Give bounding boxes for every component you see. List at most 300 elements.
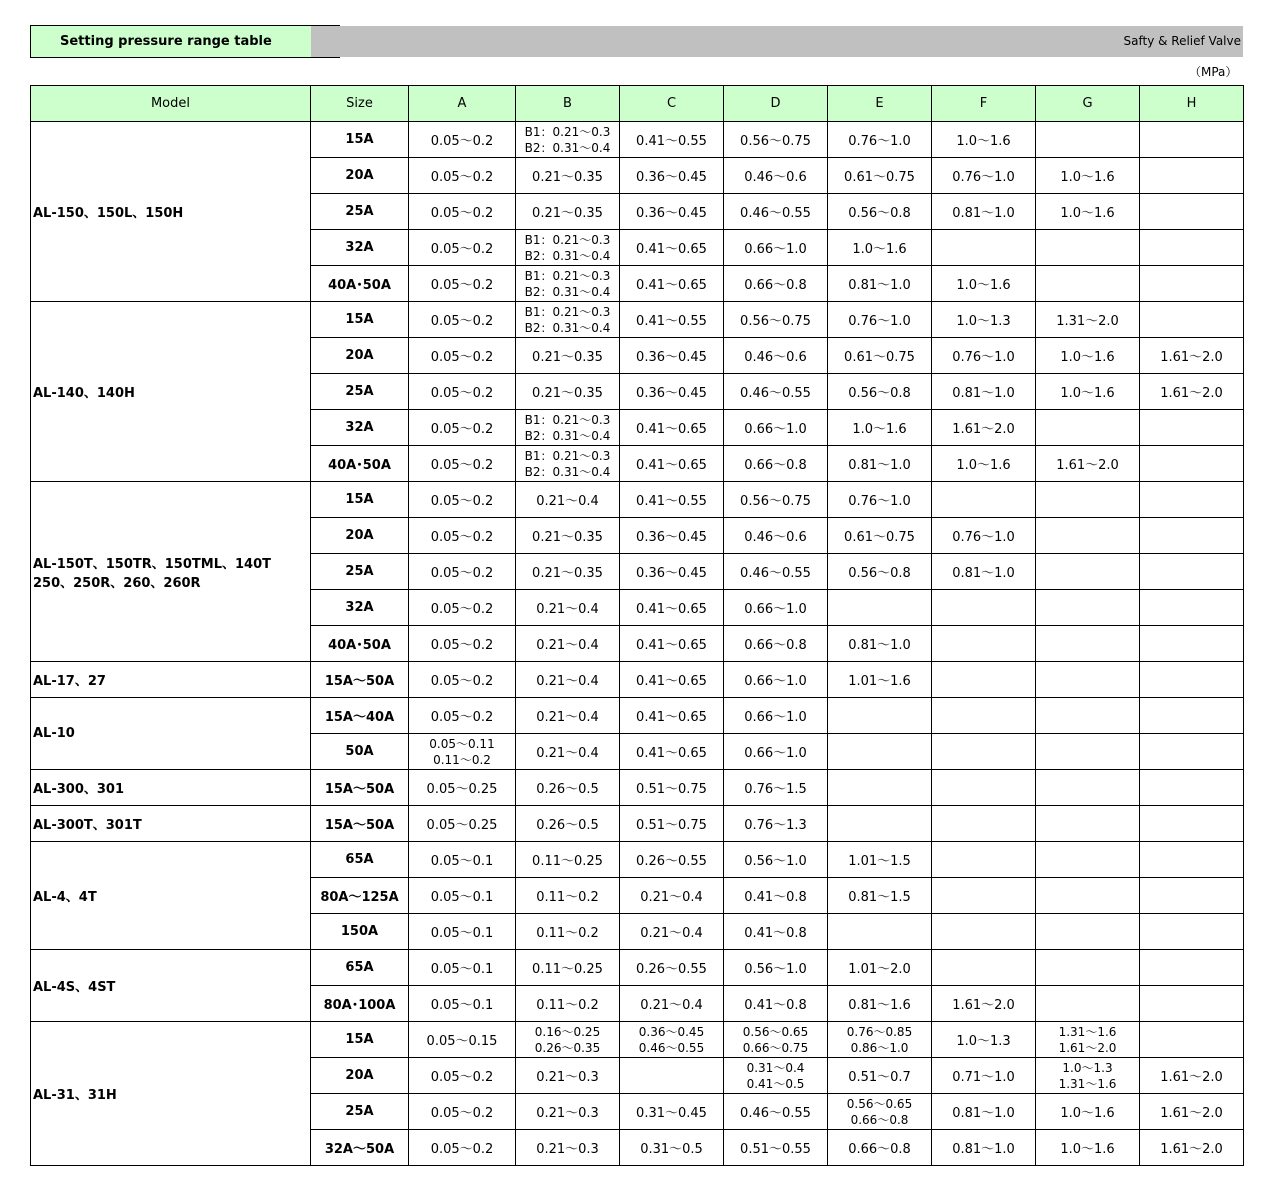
model-line: AL-150T、150TR、150TML、140T bbox=[33, 556, 271, 572]
range-cell-b: 0.26～0.5 bbox=[516, 806, 620, 842]
range-cell-c: 0.41～0.65 bbox=[620, 266, 724, 302]
range-cell-c: 0.41～0.65 bbox=[620, 410, 724, 446]
range-cell-b: 0.21～0.3 bbox=[516, 1094, 620, 1130]
range-cell-e: 0.76～1.0 bbox=[828, 122, 932, 158]
size-cell: 80A･100A bbox=[311, 986, 409, 1022]
range-cell-e: 0.81～1.5 bbox=[828, 878, 932, 914]
range-cell-h bbox=[1140, 230, 1244, 266]
range-cell-f: 1.0～1.6 bbox=[932, 122, 1036, 158]
model-line: AL-4、4T bbox=[33, 890, 97, 905]
range-cell-d: 0.41～0.8 bbox=[724, 986, 828, 1022]
range-cell-g bbox=[1036, 914, 1140, 950]
range-cell-c: 0.41～0.55 bbox=[620, 122, 724, 158]
range-cell-d: 0.41～0.8 bbox=[724, 878, 828, 914]
range-cell-b: 0.26～0.5 bbox=[516, 770, 620, 806]
range-cell-e: 1.0～1.6 bbox=[828, 230, 932, 266]
size-cell: 150A bbox=[311, 914, 409, 950]
range-cell-e: 0.81～1.0 bbox=[828, 266, 932, 302]
range-cell-h bbox=[1140, 266, 1244, 302]
range-cell-h bbox=[1140, 950, 1244, 986]
range-cell-g bbox=[1036, 554, 1140, 590]
range-cell-a: 0.05～0.2 bbox=[409, 194, 516, 230]
model-line: AL-17、27 bbox=[33, 674, 106, 689]
range-cell-a: 0.05～0.2 bbox=[409, 266, 516, 302]
size-cell: 20A bbox=[311, 518, 409, 554]
column-header-size: Size bbox=[311, 86, 409, 122]
model-cell bbox=[31, 698, 311, 770]
range-cell-e: 0.81～1.6 bbox=[828, 986, 932, 1022]
range-cell-f: 1.61～2.0 bbox=[932, 986, 1036, 1022]
range-cell-h bbox=[1140, 770, 1244, 806]
range-cell-f: 0.76～1.0 bbox=[932, 518, 1036, 554]
range-cell-h bbox=[1140, 518, 1244, 554]
header-row bbox=[31, 86, 1244, 122]
range-cell-f bbox=[932, 734, 1036, 770]
range-cell-f bbox=[932, 878, 1036, 914]
range-cell-e: 0.61～0.75 bbox=[828, 518, 932, 554]
size-cell: 32A～50A bbox=[311, 1130, 409, 1166]
range-cell-b: 0.11～0.2 bbox=[516, 914, 620, 950]
range-cell-f bbox=[932, 482, 1036, 518]
range-cell-b: 0.11～0.2 bbox=[516, 878, 620, 914]
range-cell-d bbox=[724, 1022, 828, 1058]
table-row bbox=[31, 122, 1244, 158]
range-cell-c: 0.21～0.4 bbox=[620, 878, 724, 914]
table-row bbox=[31, 482, 1244, 518]
range-cell-c: 0.41～0.65 bbox=[620, 590, 724, 626]
cell-line: B1：0.21～0.3 bbox=[524, 448, 611, 463]
size-cell: 15A～50A bbox=[311, 770, 409, 806]
cell-line: 0.66～0.8 bbox=[850, 1112, 909, 1127]
range-cell-c: 0.31～0.45 bbox=[620, 1094, 724, 1130]
table-row bbox=[31, 302, 1244, 338]
table-row bbox=[31, 770, 1244, 806]
cell-line: 0.36～0.45 bbox=[638, 1024, 705, 1039]
model-cell bbox=[31, 806, 311, 842]
model-cell bbox=[31, 1022, 311, 1166]
range-cell-e bbox=[828, 734, 932, 770]
range-cell-g bbox=[1036, 122, 1140, 158]
size-cell: 65A bbox=[311, 842, 409, 878]
model-cell bbox=[31, 770, 311, 806]
title-bar bbox=[30, 25, 1243, 58]
range-cell-h bbox=[1140, 842, 1244, 878]
size-cell: 15A bbox=[311, 302, 409, 338]
cell-line: 1.0～1.3 bbox=[1062, 1060, 1113, 1075]
cell-line: 1.31～1.6 bbox=[1058, 1024, 1117, 1039]
range-cell-h bbox=[1140, 986, 1244, 1022]
range-cell-g bbox=[1036, 662, 1140, 698]
cell-line: 0.05～0.11 bbox=[429, 736, 495, 751]
range-cell-c: 0.26～0.55 bbox=[620, 950, 724, 986]
model-line: AL-31、31H bbox=[33, 1088, 117, 1103]
range-cell-g: 1.0～1.6 bbox=[1036, 1130, 1140, 1166]
range-cell-h bbox=[1140, 626, 1244, 662]
range-cell-e bbox=[828, 806, 932, 842]
cell-line: 0.41～0.5 bbox=[746, 1076, 805, 1091]
range-cell-d: 0.51～0.55 bbox=[724, 1130, 828, 1166]
column-header-g: G bbox=[1036, 86, 1140, 122]
range-cell-h: 1.61～2.0 bbox=[1140, 1130, 1244, 1166]
range-cell-c: 0.36～0.45 bbox=[620, 518, 724, 554]
range-cell-c: 0.31～0.5 bbox=[620, 1130, 724, 1166]
range-cell-d: 0.41～0.8 bbox=[724, 914, 828, 950]
table-body bbox=[31, 122, 1244, 1166]
range-cell-b: 0.21～0.4 bbox=[516, 662, 620, 698]
range-cell-g: 1.31～2.0 bbox=[1036, 302, 1140, 338]
range-cell-a: 0.05～0.2 bbox=[409, 302, 516, 338]
size-cell: 40A･50A bbox=[311, 626, 409, 662]
range-cell-a: 0.05～0.2 bbox=[409, 1058, 516, 1094]
range-cell-f: 0.76～1.0 bbox=[932, 338, 1036, 374]
range-cell-b: 0.21～0.4 bbox=[516, 482, 620, 518]
range-cell-d: 0.56～0.75 bbox=[724, 302, 828, 338]
range-cell-a: 0.05～0.1 bbox=[409, 986, 516, 1022]
range-cell-c: 0.51～0.75 bbox=[620, 806, 724, 842]
range-cell-c: 0.41～0.65 bbox=[620, 698, 724, 734]
range-cell-g: 1.0～1.6 bbox=[1036, 194, 1140, 230]
range-cell-h: 1.61～2.0 bbox=[1140, 1094, 1244, 1130]
range-cell-f: 1.61～2.0 bbox=[932, 410, 1036, 446]
range-cell-d: 0.66～0.8 bbox=[724, 446, 828, 482]
range-cell-f bbox=[932, 698, 1036, 734]
range-cell-f: 0.81～1.0 bbox=[932, 194, 1036, 230]
range-cell-b: 0.11～0.25 bbox=[516, 950, 620, 986]
size-cell: 32A bbox=[311, 590, 409, 626]
range-cell-g bbox=[1036, 266, 1140, 302]
range-cell-h bbox=[1140, 194, 1244, 230]
range-cell-d: 0.66～0.8 bbox=[724, 626, 828, 662]
size-cell: 25A bbox=[311, 374, 409, 410]
range-cell-h bbox=[1140, 158, 1244, 194]
range-cell-d: 0.56～1.0 bbox=[724, 950, 828, 986]
range-cell-d: 0.46～0.55 bbox=[724, 374, 828, 410]
range-cell-a: 0.05～0.2 bbox=[409, 1130, 516, 1166]
model-line: AL-150、150L、150H bbox=[33, 206, 184, 221]
range-cell-d: 0.66～1.0 bbox=[724, 698, 828, 734]
range-cell-d: 0.56～0.75 bbox=[724, 482, 828, 518]
range-cell-f bbox=[932, 626, 1036, 662]
table-row bbox=[31, 662, 1244, 698]
range-cell-g bbox=[1036, 806, 1140, 842]
cell-line: B1：0.21～0.3 bbox=[524, 304, 611, 319]
range-cell-b: 0.21～0.4 bbox=[516, 626, 620, 662]
range-cell-a: 0.05～0.2 bbox=[409, 590, 516, 626]
range-cell-g bbox=[1036, 1058, 1140, 1094]
range-cell-e: 1.01～2.0 bbox=[828, 950, 932, 986]
range-cell-c: 0.36～0.45 bbox=[620, 554, 724, 590]
model-cell bbox=[31, 302, 311, 482]
range-cell-e: 0.81～1.0 bbox=[828, 626, 932, 662]
range-cell-a: 0.05～0.2 bbox=[409, 446, 516, 482]
range-cell-h bbox=[1140, 302, 1244, 338]
size-cell: 50A bbox=[311, 734, 409, 770]
range-cell-e: 0.76～1.0 bbox=[828, 482, 932, 518]
range-cell-g bbox=[1036, 878, 1140, 914]
range-cell-e: 0.81～1.0 bbox=[828, 446, 932, 482]
range-cell-d: 0.56～0.75 bbox=[724, 122, 828, 158]
cell-line: 0.26～0.35 bbox=[534, 1040, 601, 1055]
range-cell-a: 0.05～0.2 bbox=[409, 338, 516, 374]
range-cell-f bbox=[932, 770, 1036, 806]
range-cell-d: 0.76～1.3 bbox=[724, 806, 828, 842]
range-cell-f bbox=[932, 590, 1036, 626]
range-cell-d: 0.66～1.0 bbox=[724, 734, 828, 770]
range-cell-f: 1.0～1.3 bbox=[932, 1022, 1036, 1058]
range-cell-d: 0.66～1.0 bbox=[724, 230, 828, 266]
cell-line: B2：0.31～0.4 bbox=[524, 140, 611, 155]
range-cell-b: 0.21～0.35 bbox=[516, 554, 620, 590]
range-cell-f bbox=[932, 806, 1036, 842]
range-cell-b: 0.21～0.35 bbox=[516, 338, 620, 374]
cell-line: B2：0.31～0.4 bbox=[524, 248, 611, 263]
model-cell bbox=[31, 482, 311, 662]
range-cell-b: 0.11～0.2 bbox=[516, 986, 620, 1022]
range-cell-d: 0.46～0.6 bbox=[724, 518, 828, 554]
model-line: AL-300T、301T bbox=[33, 818, 142, 833]
range-cell-h bbox=[1140, 1022, 1244, 1058]
range-cell-e: 0.51～0.7 bbox=[828, 1058, 932, 1094]
range-cell-e: 0.61～0.75 bbox=[828, 158, 932, 194]
range-cell-f: 0.81～1.0 bbox=[932, 1094, 1036, 1130]
cell-line: B1：0.21～0.3 bbox=[524, 412, 611, 427]
table-row bbox=[31, 842, 1244, 878]
range-cell-g: 1.0～1.6 bbox=[1036, 1094, 1140, 1130]
range-cell-e bbox=[828, 770, 932, 806]
range-cell-g bbox=[1036, 626, 1140, 662]
size-cell: 20A bbox=[311, 158, 409, 194]
cell-line: 0.11～0.2 bbox=[433, 752, 491, 767]
range-cell-a: 0.05～0.2 bbox=[409, 410, 516, 446]
range-cell-h bbox=[1140, 554, 1244, 590]
range-cell-c: 0.51～0.75 bbox=[620, 770, 724, 806]
range-cell-f: 0.81～1.0 bbox=[932, 554, 1036, 590]
range-cell-b bbox=[516, 410, 620, 446]
size-cell: 25A bbox=[311, 1094, 409, 1130]
range-cell-a: 0.05～0.1 bbox=[409, 914, 516, 950]
range-cell-c: 0.36～0.45 bbox=[620, 374, 724, 410]
range-cell-a: 0.05～0.1 bbox=[409, 842, 516, 878]
model-cell bbox=[31, 950, 311, 1022]
range-cell-f: 0.81～1.0 bbox=[932, 1130, 1036, 1166]
range-cell-a: 0.05～0.2 bbox=[409, 1094, 516, 1130]
range-cell-h bbox=[1140, 662, 1244, 698]
range-cell-h bbox=[1140, 590, 1244, 626]
cell-line: 0.56～0.65 bbox=[846, 1096, 913, 1111]
size-cell: 20A bbox=[311, 1058, 409, 1094]
range-cell-b: 0.21～0.3 bbox=[516, 1058, 620, 1094]
range-cell-g: 1.61～2.0 bbox=[1036, 446, 1140, 482]
model-cell bbox=[31, 662, 311, 698]
column-header-a: A bbox=[409, 86, 516, 122]
range-cell-e: 0.66～0.8 bbox=[828, 1130, 932, 1166]
range-cell-c: 0.41～0.65 bbox=[620, 626, 724, 662]
range-cell-a: 0.05～0.2 bbox=[409, 626, 516, 662]
size-cell: 80A～125A bbox=[311, 878, 409, 914]
unit-label: （MPa） bbox=[1189, 65, 1238, 79]
range-cell-e: 0.56～0.8 bbox=[828, 374, 932, 410]
range-cell-f bbox=[932, 950, 1036, 986]
range-cell-g bbox=[1036, 1022, 1140, 1058]
range-cell-a: 0.05～0.1 bbox=[409, 950, 516, 986]
cell-line: 0.46～0.55 bbox=[638, 1040, 705, 1055]
range-cell-f bbox=[932, 914, 1036, 950]
cell-line: 1.61～2.0 bbox=[1058, 1040, 1117, 1055]
range-cell-c: 0.21～0.4 bbox=[620, 914, 724, 950]
range-cell-h bbox=[1140, 482, 1244, 518]
range-cell-c: 0.41～0.65 bbox=[620, 230, 724, 266]
range-cell-h bbox=[1140, 410, 1244, 446]
column-header-h: H bbox=[1140, 86, 1244, 122]
range-cell-f: 1.0～1.6 bbox=[932, 266, 1036, 302]
size-cell: 32A bbox=[311, 230, 409, 266]
column-header-e: E bbox=[828, 86, 932, 122]
size-cell: 20A bbox=[311, 338, 409, 374]
range-cell-e: 0.76～1.0 bbox=[828, 302, 932, 338]
range-cell-b: 0.21～0.4 bbox=[516, 734, 620, 770]
range-cell-h: 1.61～2.0 bbox=[1140, 374, 1244, 410]
size-cell: 32A bbox=[311, 410, 409, 446]
table-row bbox=[31, 806, 1244, 842]
range-cell-b: 0.21～0.4 bbox=[516, 698, 620, 734]
range-cell-c: 0.36～0.45 bbox=[620, 338, 724, 374]
cell-line: 1.31～1.6 bbox=[1058, 1076, 1117, 1091]
range-cell-g bbox=[1036, 950, 1140, 986]
column-header-b: B bbox=[516, 86, 620, 122]
size-cell: 15A～40A bbox=[311, 698, 409, 734]
range-cell-c: 0.41～0.55 bbox=[620, 482, 724, 518]
range-cell-d: 0.46～0.6 bbox=[724, 158, 828, 194]
range-cell-d: 0.46～0.6 bbox=[724, 338, 828, 374]
range-cell-d: 0.46～0.55 bbox=[724, 194, 828, 230]
range-cell-d: 0.76～1.5 bbox=[724, 770, 828, 806]
range-cell-f: 1.0～1.3 bbox=[932, 302, 1036, 338]
range-cell-b bbox=[516, 446, 620, 482]
cell-line: 0.56～0.65 bbox=[742, 1024, 809, 1039]
range-cell-a: 0.05～0.2 bbox=[409, 662, 516, 698]
size-cell: 40A･50A bbox=[311, 266, 409, 302]
range-cell-e bbox=[828, 590, 932, 626]
range-cell-d: 0.66～1.0 bbox=[724, 410, 828, 446]
range-cell-h bbox=[1140, 734, 1244, 770]
column-header-c: C bbox=[620, 86, 724, 122]
range-cell-h bbox=[1140, 806, 1244, 842]
range-cell-g bbox=[1036, 518, 1140, 554]
size-cell: 65A bbox=[311, 950, 409, 986]
range-cell-f bbox=[932, 662, 1036, 698]
column-header-d: D bbox=[724, 86, 828, 122]
range-cell-h: 1.61～2.0 bbox=[1140, 1058, 1244, 1094]
range-cell-f bbox=[932, 842, 1036, 878]
size-cell: 15A bbox=[311, 1022, 409, 1058]
range-cell-b bbox=[516, 266, 620, 302]
range-cell-c: 0.41～0.65 bbox=[620, 734, 724, 770]
cell-line: B2：0.31～0.4 bbox=[524, 428, 611, 443]
cell-line: B1：0.21～0.3 bbox=[524, 232, 611, 247]
range-cell-g bbox=[1036, 986, 1140, 1022]
range-cell-g: 1.0～1.6 bbox=[1036, 374, 1140, 410]
range-cell-c bbox=[620, 1022, 724, 1058]
range-cell-d: 0.46～0.55 bbox=[724, 554, 828, 590]
range-cell-c: 0.41～0.55 bbox=[620, 302, 724, 338]
cell-line: 0.86～1.0 bbox=[850, 1040, 909, 1055]
range-cell-g: 1.0～1.6 bbox=[1036, 158, 1140, 194]
cell-line: 0.16～0.25 bbox=[534, 1024, 601, 1039]
range-cell-b bbox=[516, 1022, 620, 1058]
range-cell-a: 0.05～0.2 bbox=[409, 698, 516, 734]
range-cell-a bbox=[409, 734, 516, 770]
model-line: AL-4S、4ST bbox=[33, 980, 116, 995]
range-cell-c: 0.21～0.4 bbox=[620, 986, 724, 1022]
range-cell-g bbox=[1036, 410, 1140, 446]
model-cell bbox=[31, 122, 311, 302]
range-cell-e bbox=[828, 698, 932, 734]
range-cell-g bbox=[1036, 230, 1140, 266]
range-cell-h bbox=[1140, 914, 1244, 950]
range-cell-a: 0.05～0.15 bbox=[409, 1022, 516, 1058]
range-cell-c: 0.41～0.65 bbox=[620, 662, 724, 698]
page-title: Setting pressure range table bbox=[30, 25, 340, 58]
range-cell-e: 1.01～1.6 bbox=[828, 662, 932, 698]
cell-line: B1：0.21～0.3 bbox=[524, 268, 611, 283]
range-cell-h bbox=[1140, 122, 1244, 158]
range-cell-g bbox=[1036, 770, 1140, 806]
column-header-model: Model bbox=[31, 86, 311, 122]
model-line: AL-10 bbox=[33, 726, 75, 741]
size-cell: 15A bbox=[311, 122, 409, 158]
range-cell-b: 0.21～0.35 bbox=[516, 194, 620, 230]
range-cell-b bbox=[516, 302, 620, 338]
size-cell: 40A･50A bbox=[311, 446, 409, 482]
range-cell-g bbox=[1036, 482, 1140, 518]
range-cell-c bbox=[620, 1058, 724, 1094]
range-cell-a: 0.05～0.2 bbox=[409, 554, 516, 590]
table-row bbox=[31, 698, 1244, 734]
range-cell-e: 0.56～0.8 bbox=[828, 194, 932, 230]
cell-line: 0.76～0.85 bbox=[846, 1024, 913, 1039]
range-cell-e: 1.0～1.6 bbox=[828, 410, 932, 446]
range-cell-g bbox=[1036, 698, 1140, 734]
size-cell: 15A～50A bbox=[311, 662, 409, 698]
range-cell-e bbox=[828, 914, 932, 950]
size-cell: 15A～50A bbox=[311, 806, 409, 842]
title-banner bbox=[311, 26, 1243, 57]
range-cell-c: 0.36～0.45 bbox=[620, 194, 724, 230]
range-cell-a: 0.05～0.25 bbox=[409, 806, 516, 842]
range-cell-a: 0.05～0.2 bbox=[409, 230, 516, 266]
model-line: AL-300、301 bbox=[33, 782, 125, 797]
range-cell-b: 0.21～0.3 bbox=[516, 1130, 620, 1166]
range-cell-f bbox=[932, 230, 1036, 266]
column-header-f: F bbox=[932, 86, 1036, 122]
cell-line: 0.31～0.4 bbox=[746, 1060, 805, 1075]
range-cell-f: 0.71～1.0 bbox=[932, 1058, 1036, 1094]
range-cell-c: 0.36～0.45 bbox=[620, 158, 724, 194]
range-cell-h: 1.61～2.0 bbox=[1140, 338, 1244, 374]
range-cell-b: 0.21～0.4 bbox=[516, 590, 620, 626]
size-cell: 25A bbox=[311, 194, 409, 230]
range-cell-h bbox=[1140, 446, 1244, 482]
range-cell-g bbox=[1036, 734, 1140, 770]
range-cell-a: 0.05～0.2 bbox=[409, 158, 516, 194]
range-cell-h bbox=[1140, 698, 1244, 734]
range-cell-a: 0.05～0.2 bbox=[409, 482, 516, 518]
range-cell-a: 0.05～0.2 bbox=[409, 518, 516, 554]
range-cell-b bbox=[516, 122, 620, 158]
range-cell-b: 0.11～0.25 bbox=[516, 842, 620, 878]
range-cell-g bbox=[1036, 842, 1140, 878]
range-cell-f: 0.76～1.0 bbox=[932, 158, 1036, 194]
